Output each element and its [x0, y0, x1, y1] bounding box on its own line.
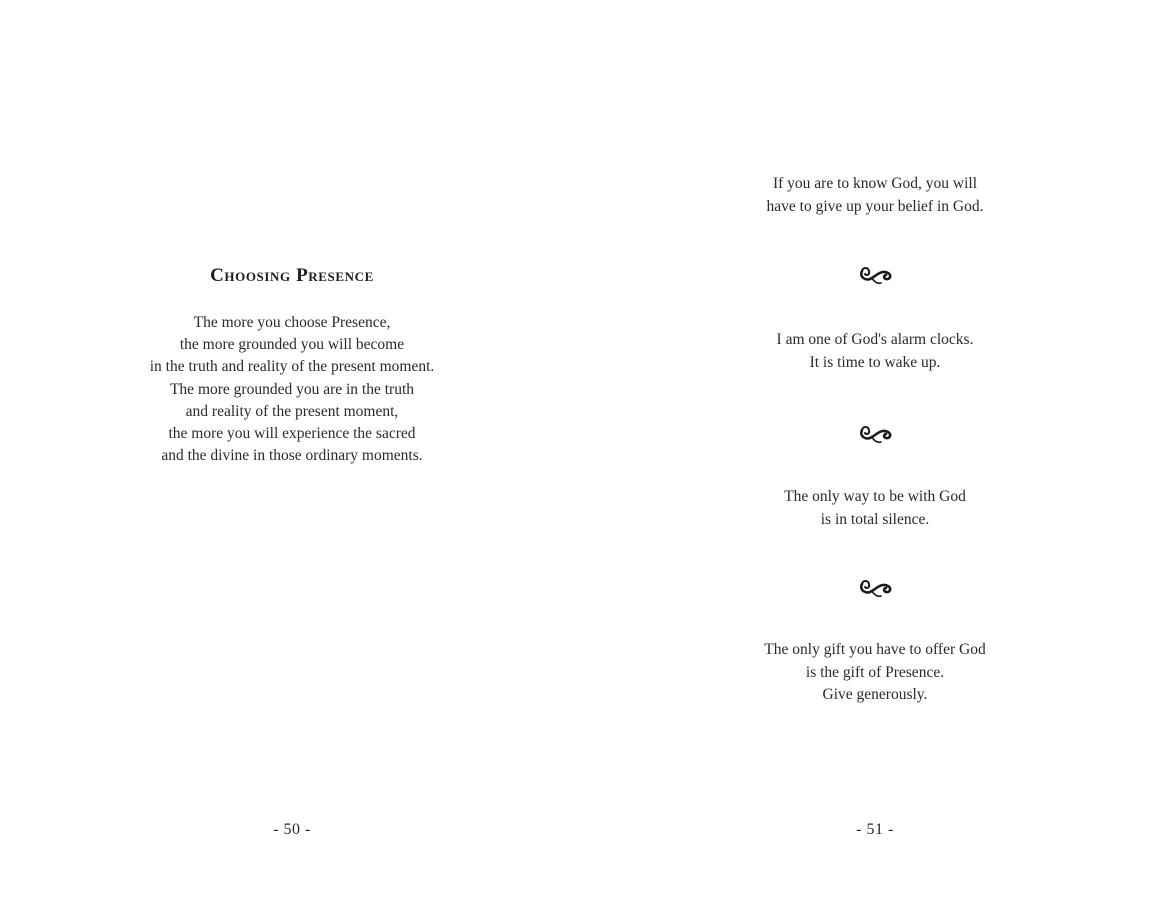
- passage-line: The only way to be with God: [784, 488, 966, 505]
- passage-line: Give generously.: [822, 686, 928, 703]
- verse-line: and reality of the present moment,: [185, 402, 399, 420]
- passage: [583, 329, 1167, 374]
- passage-line: The only gift you have to offer God: [764, 641, 986, 658]
- page-number-right: - 51 -: [856, 821, 894, 838]
- passage: [583, 486, 1167, 531]
- fleuron-ornament-icon: [857, 576, 893, 600]
- passage-line: It is time to wake up.: [809, 353, 941, 371]
- verse-line: The more grounded you are in the truth: [169, 380, 415, 398]
- verse-line: the more you will experience the sacred: [168, 425, 416, 443]
- verse-line: in the truth and reality of the present moment.: [149, 358, 435, 376]
- passage: [583, 173, 1167, 218]
- chapter-verse: [0, 312, 584, 467]
- right-page: [583, 0, 1167, 900]
- fleuron-ornament-icon: [857, 263, 893, 287]
- page-number-left: - 50 -: [273, 821, 311, 838]
- passage-line: is the gift of Presence.: [805, 663, 945, 681]
- passage-line: I am one of God's alarm clocks.: [776, 331, 974, 348]
- chapter-heading: Choosing Presence: [210, 265, 374, 286]
- verse-line: the more grounded you will become: [179, 336, 405, 354]
- passage: [583, 639, 1167, 707]
- fleuron-ornament-icon: [857, 422, 893, 446]
- passage-line: is in total silence.: [820, 510, 930, 528]
- verse-line: and the divine in those ordinary moments.: [161, 447, 423, 465]
- passage-line: If you are to know God, you will: [772, 175, 978, 192]
- verse-line: The more you choose Presence,: [193, 314, 391, 331]
- passage-line: have to give up your belief in God.: [766, 197, 984, 215]
